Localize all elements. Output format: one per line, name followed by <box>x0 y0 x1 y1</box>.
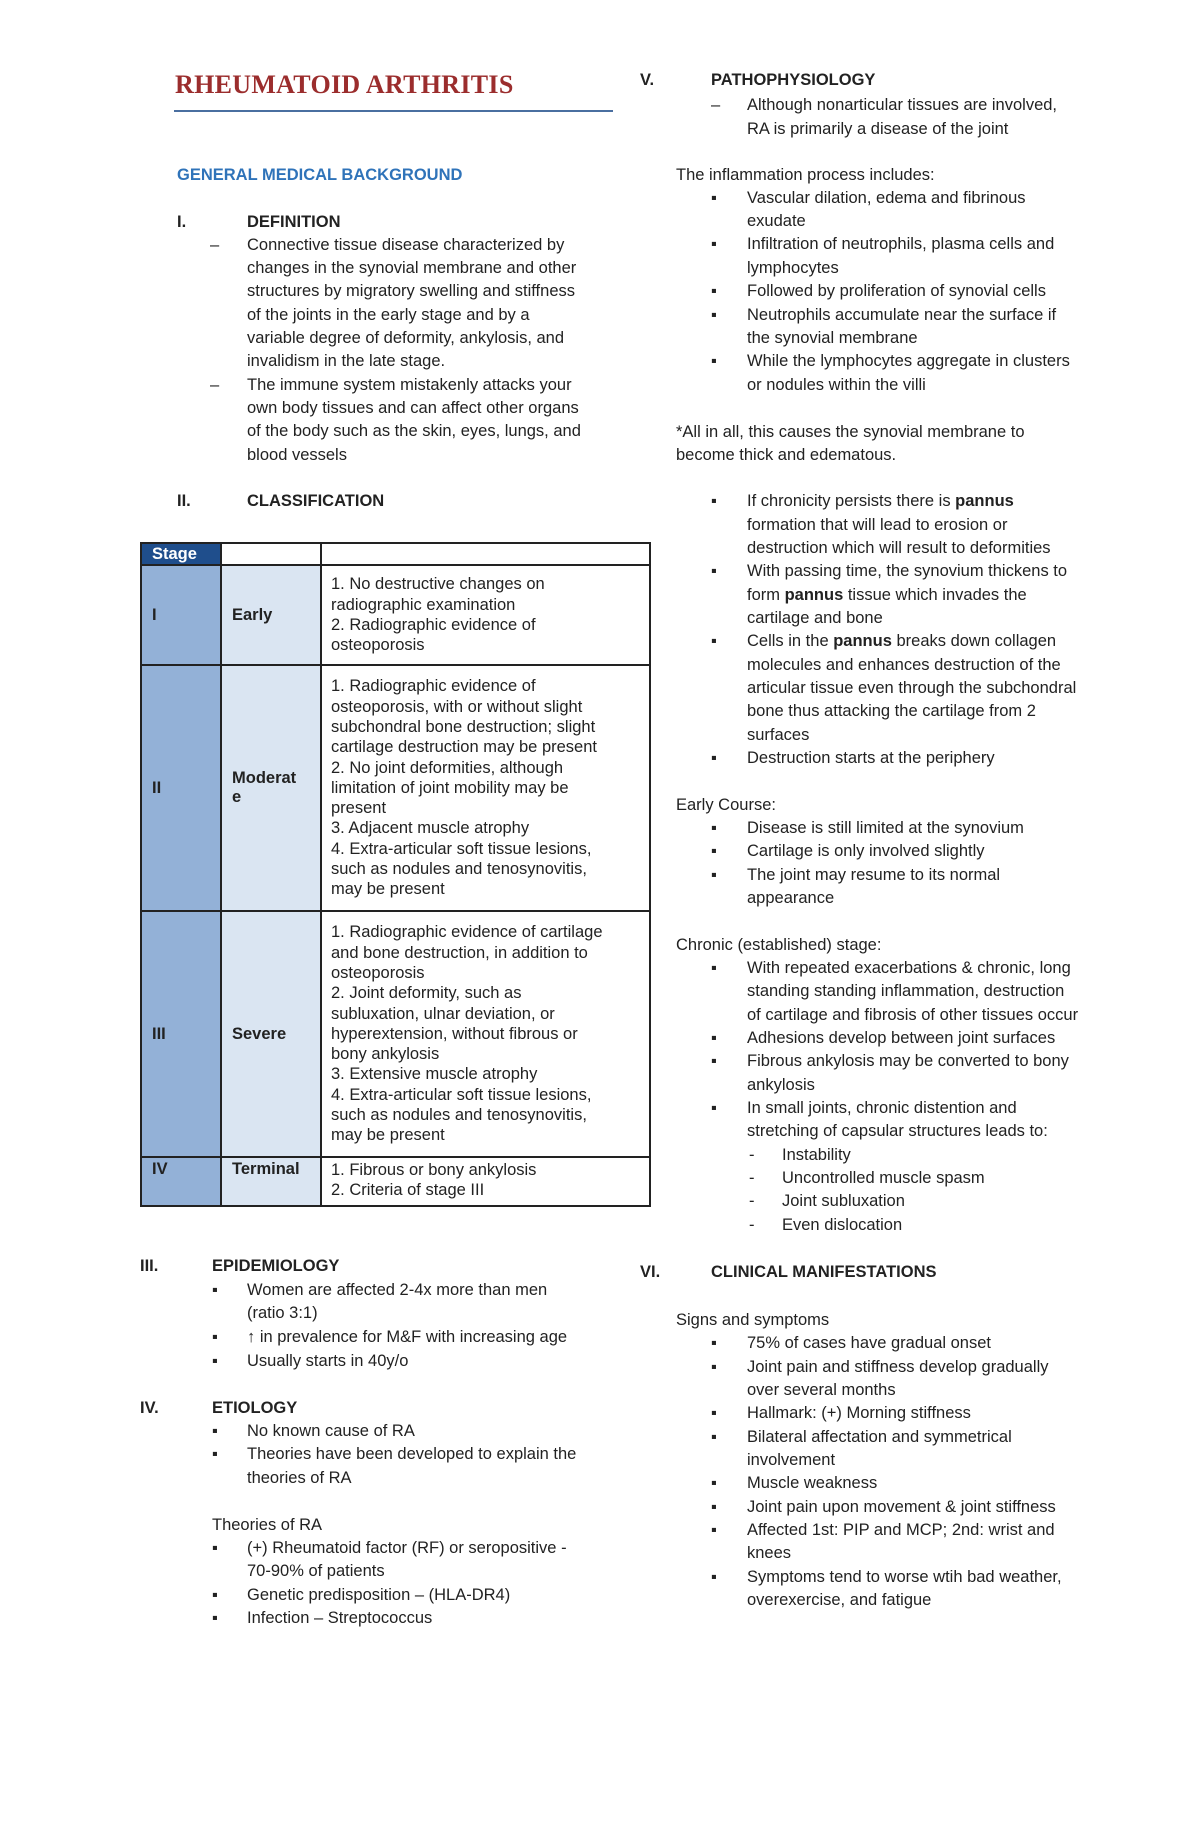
text-line: own body tissues and can affect other organs <box>247 399 579 417</box>
list-item: involvement <box>747 1451 836 1469</box>
hyphen-marker: - <box>749 1216 755 1234</box>
stage-criteria <box>321 1157 650 1206</box>
subheading: Signs and symptoms <box>676 1311 830 1329</box>
table-header-cell <box>221 543 321 565</box>
dash-marker: – <box>210 376 220 394</box>
text-line: blood vessels <box>247 446 347 464</box>
bullet-icon: ▪ <box>711 282 717 300</box>
table-row <box>141 665 650 911</box>
criteria-line: present <box>331 799 387 818</box>
criteria-line: 2. No joint deformities, although <box>331 758 564 777</box>
table-row <box>141 565 650 665</box>
criteria-line: 1. Radiographic evidence of <box>331 677 536 696</box>
bullet-icon: ▪ <box>711 819 717 837</box>
text-part: breaks down collagen <box>891 632 1057 650</box>
bullet-icon: ▪ <box>711 1568 717 1586</box>
bullet-icon: ▪ <box>711 1474 717 1492</box>
list-item: The joint may resume to its normal <box>747 866 1001 884</box>
bullet-icon: ▪ <box>212 1539 218 1557</box>
stage-criteria <box>321 911 650 1157</box>
dash-marker: – <box>711 96 721 114</box>
title-underline <box>174 110 613 112</box>
list-item: Genetic predisposition – (HLA-DR4) <box>247 1586 511 1604</box>
stage-number: IV <box>141 1157 221 1206</box>
list-item: (ratio 3:1) <box>247 1304 318 1322</box>
hyphen-marker: - <box>749 1169 755 1187</box>
table-header-cell <box>321 543 650 565</box>
subheading: The inflammation process includes: <box>676 166 935 184</box>
stage-number: II <box>141 665 221 911</box>
bullet-icon: ▪ <box>212 1422 218 1440</box>
criteria-line: 2. Criteria of stage III <box>331 1181 485 1200</box>
stage-name <box>221 665 321 911</box>
list-item: molecules and enhances destruction of the <box>747 656 1061 674</box>
table-header-cell: Stage <box>141 543 221 565</box>
stage-number: I <box>141 565 221 665</box>
list-item: Infection – Streptococcus <box>247 1609 433 1627</box>
subheading: Theories of RA <box>212 1516 323 1534</box>
stage-name: Terminal <box>221 1157 321 1206</box>
criteria-line: cartilage destruction may be present <box>331 738 597 757</box>
criteria-line: 1. No destructive changes on <box>331 575 545 594</box>
stage-name: Early <box>221 565 321 665</box>
table-header-row <box>141 543 650 565</box>
criteria-line: 3. Adjacent muscle atrophy <box>331 819 530 838</box>
criteria-line: osteoporosis, with or without slight <box>331 697 583 716</box>
stage-number: III <box>141 911 221 1157</box>
list-item: 75% of cases have gradual onset <box>747 1334 991 1352</box>
section-number: I. <box>177 213 187 231</box>
section-heading-etiology: ETIOLOGY <box>212 1399 298 1417</box>
section-number: V. <box>640 71 655 89</box>
section-number: III. <box>140 1257 159 1275</box>
text-line: invalidism in the late stage. <box>247 352 446 370</box>
list-item: Hallmark: (+) Morning stiffness <box>747 1404 971 1422</box>
text-line: Although nonarticular tissues are involved, <box>747 96 1058 114</box>
hyphen-marker: - <box>749 1146 755 1164</box>
table-row <box>141 1157 650 1206</box>
criteria-line: 1. Radiographic evidence of cartilage <box>331 923 603 942</box>
sub-list-item: Uncontrolled muscle spasm <box>782 1169 985 1187</box>
list-item: Muscle weakness <box>747 1474 878 1492</box>
list-item: Symptoms tend to worse wtih bad weather, <box>747 1568 1062 1586</box>
list-item: overexercise, and fatigue <box>747 1591 932 1609</box>
bullet-icon: ▪ <box>212 1281 218 1299</box>
list-item: Cartilage is only involved slightly <box>747 842 985 860</box>
list-item: With passing time, the synovium thickens to <box>747 562 1068 580</box>
list-item: the synovial membrane <box>747 329 918 347</box>
bullet-icon: ▪ <box>711 1358 717 1376</box>
bullet-icon: ▪ <box>711 866 717 884</box>
criteria-line: may be present <box>331 1126 445 1145</box>
text-part: form <box>747 586 785 604</box>
criteria-line: subluxation, ulnar deviation, or <box>331 1004 555 1023</box>
criteria-line: radiographic examination <box>331 595 516 614</box>
section-number: II. <box>177 492 191 510</box>
document-title: RHEUMATOID ARTHRITIS <box>175 70 514 99</box>
list-item: In small joints, chronic distention and <box>747 1099 1017 1117</box>
criteria-line: 4. Extra-articular soft tissue lesions, <box>331 1085 592 1104</box>
stage-criteria <box>321 665 650 911</box>
list-item: Destruction starts at the periphery <box>747 749 995 767</box>
list-item: destruction which will result to deformities <box>747 539 1051 557</box>
list-item: Neutrophils accumulate near the surface if <box>747 306 1057 324</box>
criteria-line: such as nodules and tenosynovitis, <box>331 860 587 879</box>
general-heading: GENERAL MEDICAL BACKGROUND <box>177 166 463 184</box>
text-part: Cells in the <box>747 632 834 650</box>
text-line: of the body such as the skin, eyes, lungs, and <box>247 422 581 440</box>
list-item: over several months <box>747 1381 896 1399</box>
bullet-icon: ▪ <box>212 1328 218 1346</box>
criteria-line: 2. Radiographic evidence of <box>331 616 536 634</box>
bullet-icon: ▪ <box>711 632 717 650</box>
sub-list-item: Even dislocation <box>782 1216 903 1234</box>
list-item: articular tissue even through the subchondral <box>747 679 1077 697</box>
sub-list-item: Joint subluxation <box>782 1192 905 1210</box>
criteria-line: subchondral bone destruction; slight <box>331 717 596 736</box>
pannus-term: pannus <box>833 632 892 650</box>
list-item: ↑ in prevalence for M&F with increasing age <box>247 1328 568 1346</box>
subheading: Early Course: <box>676 796 776 814</box>
list-item: bone thus attacking the cartilage from 2 <box>747 702 1036 720</box>
criteria-line: 2. Joint deformity, such as <box>331 984 522 1003</box>
list-item <box>747 585 1027 605</box>
list-item: knees <box>747 1544 792 1562</box>
section-number: VI. <box>640 1263 661 1281</box>
list-item: ankylosis <box>747 1076 815 1094</box>
bullet-icon: ▪ <box>711 1099 717 1117</box>
bullet-icon: ▪ <box>711 1498 717 1516</box>
criteria-line: bony ankylosis <box>331 1045 440 1064</box>
bullet-icon: ▪ <box>711 235 717 253</box>
sub-list-item: Instability <box>782 1146 851 1164</box>
section-heading-clinical: CLINICAL MANIFESTATIONS <box>711 1263 937 1281</box>
table-row <box>141 911 650 1157</box>
list-item: 70-90% of patients <box>247 1562 385 1580</box>
criteria-line: hyperextension, without fibrous or <box>331 1024 578 1043</box>
list-item: formation that will lead to erosion or <box>747 516 1008 534</box>
list-item: stretching of capsular structures leads to: <box>747 1122 1048 1140</box>
section-heading-classification: CLASSIFICATION <box>247 492 385 510</box>
text-line: Connective tissue disease characterized by <box>247 236 565 254</box>
bullet-icon: ▪ <box>711 959 717 977</box>
subheading: Chronic (established) stage: <box>676 936 882 954</box>
bullet-icon: ▪ <box>212 1445 218 1463</box>
list-item: cartilage and bone <box>747 609 883 627</box>
bullet-icon: ▪ <box>711 842 717 860</box>
text-part: tissue which invades the <box>843 586 1027 604</box>
stage-name-line: e <box>232 788 242 806</box>
criteria-line: 1. Fibrous or bony ankylosis <box>331 1161 537 1179</box>
bullet-icon: ▪ <box>711 1334 717 1352</box>
bullet-icon: ▪ <box>711 352 717 370</box>
bullet-icon: ▪ <box>212 1352 218 1370</box>
list-item: surfaces <box>747 726 810 744</box>
bullet-icon: ▪ <box>212 1586 218 1604</box>
list-item: theories of RA <box>247 1469 352 1487</box>
list-item: With repeated exacerbations & chronic, long <box>747 959 1071 977</box>
bullet-icon: ▪ <box>711 1029 717 1047</box>
section-heading-pathophysiology: PATHOPHYSIOLOGY <box>711 71 876 89</box>
hyphen-marker: - <box>749 1192 755 1210</box>
bullet-icon: ▪ <box>711 1404 717 1422</box>
list-item: Women are affected 2-4x more than men <box>247 1281 548 1299</box>
text-line: structures by migratory swelling and stiffness <box>247 282 575 300</box>
bullet-icon: ▪ <box>212 1609 218 1627</box>
stage-name: Severe <box>221 911 321 1157</box>
section-heading-epidemiology: EPIDEMIOLOGY <box>212 1257 340 1275</box>
bullet-icon: ▪ <box>711 1052 717 1070</box>
text-line: changes in the synovial membrane and other <box>247 259 577 277</box>
list-item: While the lymphocytes aggregate in clusters <box>747 352 1070 370</box>
list-item: standing standing inflammation, destruction <box>747 982 1065 1000</box>
text-line: variable degree of deformity, ankylosis, and <box>247 329 565 347</box>
list-item: Disease is still limited at the synovium <box>747 819 1024 837</box>
list-item: or nodules within the villi <box>747 376 926 394</box>
list-item: (+) Rheumatoid factor (RF) or seropositive - <box>247 1539 567 1557</box>
criteria-line: 4. Extra-articular soft tissue lesions, <box>331 839 592 858</box>
text-line: The immune system mistakenly attacks your <box>247 376 572 394</box>
bullet-icon: ▪ <box>711 562 717 580</box>
list-item: of cartilage and fibrosis of other tissues occur <box>747 1006 1079 1024</box>
bullet-icon: ▪ <box>711 749 717 767</box>
bullet-icon: ▪ <box>711 306 717 324</box>
list-item: Fibrous ankylosis may be converted to bony <box>747 1052 1069 1070</box>
list-item: No known cause of RA <box>247 1422 415 1440</box>
pannus-term: pannus <box>784 586 844 604</box>
list-item <box>747 491 1014 511</box>
criteria-line: osteoporosis <box>331 963 425 982</box>
list-item: lymphocytes <box>747 259 839 277</box>
list-item: Affected 1st: PIP and MCP; 2nd: wrist and <box>747 1521 1055 1539</box>
criteria-line: may be present <box>331 880 445 899</box>
text-line: of the joints in the early stage and by a <box>247 306 530 324</box>
section-heading-definition: DEFINITION <box>247 213 341 231</box>
text-part: If chronicity persists there is <box>747 492 956 510</box>
list-item: Adhesions develop between joint surfaces <box>747 1029 1056 1047</box>
list-item: exudate <box>747 212 806 230</box>
bullet-icon: ▪ <box>711 189 717 207</box>
criteria-line: limitation of joint mobility may be <box>331 778 569 797</box>
list-item <box>747 631 1056 651</box>
list-item: Joint pain and stiffness develop gradually <box>747 1358 1049 1376</box>
list-item: appearance <box>747 889 835 907</box>
list-item: Joint pain upon movement & joint stiffness <box>747 1498 1056 1516</box>
bullet-icon: ▪ <box>711 492 717 510</box>
summary-line: *All in all, this causes the synovial membrane to <box>676 423 1025 441</box>
criteria-line: such as nodules and tenosynovitis, <box>331 1106 587 1125</box>
text-line: RA is primarily a disease of the joint <box>747 120 1009 138</box>
list-item: Infiltration of neutrophils, plasma cells and <box>747 235 1055 253</box>
bullet-icon: ▪ <box>711 1521 717 1539</box>
stage-name-line: Moderat <box>232 769 297 787</box>
criteria-line: 3. Extensive muscle atrophy <box>331 1065 538 1084</box>
bullet-icon: ▪ <box>711 1428 717 1446</box>
list-item: Vascular dilation, edema and fibrinous <box>747 189 1026 207</box>
stage-criteria <box>321 565 650 665</box>
list-item: Usually starts in 40y/o <box>247 1352 409 1370</box>
classification-table <box>140 542 651 1207</box>
summary-line: become thick and edematous. <box>676 446 897 464</box>
pannus-term: pannus <box>955 492 1014 510</box>
criteria-line: and bone destruction, in addition to <box>331 943 588 962</box>
criteria-line: osteoporosis <box>331 636 425 655</box>
section-number: IV. <box>140 1399 159 1417</box>
list-item: Bilateral affectation and symmetrical <box>747 1428 1012 1446</box>
list-item: Theories have been developed to explain the <box>247 1445 577 1463</box>
dash-marker: – <box>210 236 220 254</box>
list-item: Followed by proliferation of synovial cells <box>747 282 1046 300</box>
